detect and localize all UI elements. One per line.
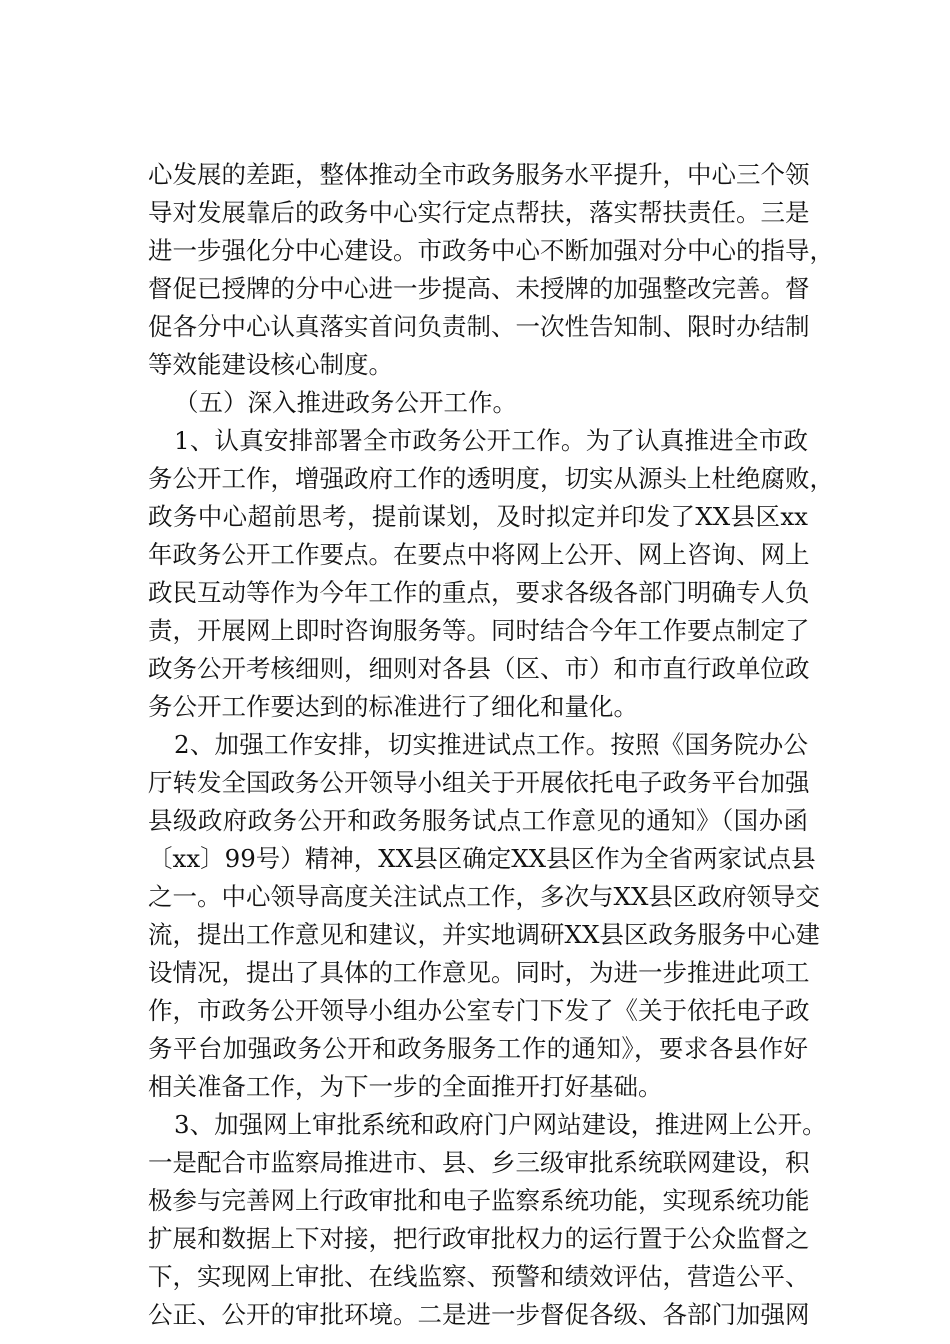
- body-line: 下，实现网上审批、在线监察、预警和绩效评估，营造公平、: [148, 1262, 810, 1291]
- body-line: 〔xx〕99号）精神，XX县区确定XX县区作为全省两家试点县: [148, 844, 816, 873]
- body-line: 极参与完善网上行政审批和电子监察系统功能，实现系统功能: [148, 1186, 810, 1215]
- body-line: 公正、公开的审批环境。二是进一步督促各级、各部门加强网: [148, 1300, 810, 1329]
- paragraph-start-line: 3、加强网上审批系统和政府门户网站建设，推进网上公开。: [174, 1110, 827, 1139]
- paragraph-start-line: 1、认真安排部署全市政务公开工作。为了认真推进全市政: [174, 426, 808, 455]
- body-line: 一是配合市监察局推进市、县、乡三级审批系统联网建设，积: [148, 1148, 810, 1177]
- body-line: 促各分中心认真落实首问负责制、一次性告知制、限时办结制: [148, 312, 810, 341]
- body-line: 之一。中心领导高度关注试点工作，多次与XX县区政府领导交: [148, 882, 820, 911]
- paragraph-start-line: 2、加强工作安排，切实推进试点工作。按照《国务院办公: [174, 730, 808, 759]
- body-line: 流，提出工作意见和建议，并实地调研XX县区政务服务中心建: [148, 920, 820, 949]
- body-line: 导对发展靠后的政务中心实行定点帮扶，落实帮扶责任。三是: [148, 198, 810, 227]
- body-line: 设情况，提出了具体的工作意见。同时，为进一步推进此项工: [148, 958, 810, 987]
- body-line: 等效能建设核心制度。: [148, 350, 393, 379]
- body-line: 务平台加强政务公开和政务服务工作的通知》，要求各县作好: [148, 1034, 808, 1063]
- body-line: 督促已授牌的分中心进一步提高、未授牌的加强整改完善。督: [148, 274, 810, 303]
- body-line: 扩展和数据上下对接，把行政审批权力的运行置于公众监督之: [148, 1224, 810, 1253]
- body-line: 政民互动等作为今年工作的重点，要求各级各部门明确专人负: [148, 578, 810, 607]
- body-line: 心发展的差距，整体推动全市政务服务水平提升，中心三个领: [148, 160, 810, 189]
- body-line: 政务中心超前思考，提前谋划，及时拟定并印发了XX县区xx: [148, 502, 808, 531]
- body-line: 年政务公开工作要点。在要点中将网上公开、网上咨询、网上: [148, 540, 810, 569]
- body-line: 政务公开考核细则，细则对各县（区、市）和市直行政单位政: [148, 654, 810, 683]
- body-line: 相关准备工作，为下一步的全面推开打好基础。: [148, 1072, 663, 1101]
- body-line: 务公开工作，增强政府工作的透明度，切实从源头上杜绝腐败，: [148, 464, 834, 493]
- body-line: 县级政府政务公开和政务服务试点工作意见的通知》（国办函: [148, 806, 808, 835]
- body-line: 作，市政务公开领导小组办公室专门下发了《关于依托电子政: [148, 996, 810, 1025]
- body-line: 厅转发全国政务公开领导小组关于开展依托电子政务平台加强: [148, 768, 810, 797]
- body-line: 进一步强化分中心建设。市政务中心不断加强对分中心的指导，: [148, 236, 834, 265]
- section-heading: （五）深入推进政务公开工作。: [174, 388, 517, 417]
- body-line: 务公开工作要达到的标准进行了细化和量化。: [148, 692, 638, 721]
- body-line: 责，开展网上即时咨询服务等。同时结合今年工作要点制定了: [148, 616, 810, 645]
